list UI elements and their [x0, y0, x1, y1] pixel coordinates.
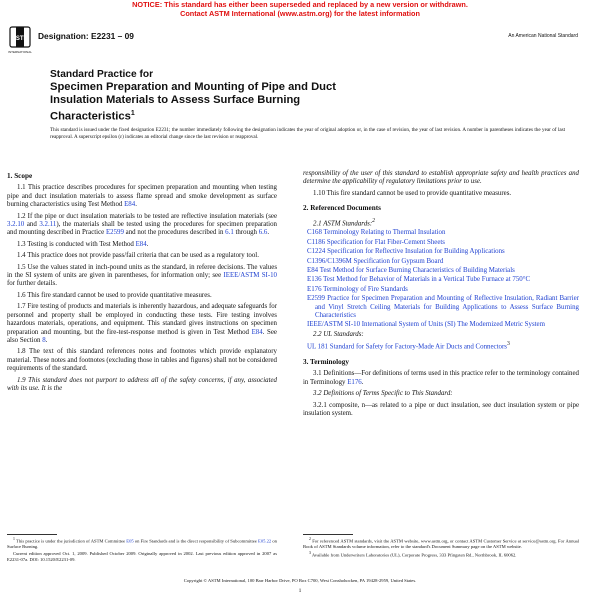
- reference-code[interactable]: IEEE/ASTM SI-10: [307, 321, 361, 329]
- reference-title[interactable]: Test Method for Surface Burning Characteristics of Building Materials: [319, 266, 515, 274]
- link-section-8[interactable]: 8: [42, 336, 46, 344]
- footnotes-left: [7, 537, 277, 564]
- reference-list: [303, 217, 579, 352]
- section-heading-terminology: 3. Terminology: [303, 357, 349, 366]
- paragraph-1-4: 1.4 This practice does not provide pass/fail criteria that can be used as a regulatory tool.: [17, 252, 259, 260]
- title-line-2: Specimen Preparation and Mounting of Pipe and Duct: [50, 81, 336, 93]
- reference-code[interactable]: C168: [307, 229, 322, 237]
- link-6-1[interactable]: 6.1: [225, 229, 234, 237]
- footnote-2: $^2$ For referenced ASTM standards, visit the ASTM website, www.astm.org, or contact ASTM Customer Service at service@astm.org. For Annual Book of ASTM Standards volume information, refer to the standard's Document Summary page on the ASTM website.: [303, 537, 579, 550]
- reference-title[interactable]: Terminology Relating to Thermal Insulation: [323, 229, 446, 237]
- link-3-2-11[interactable]: 3.2.11: [39, 221, 57, 229]
- reference-item: UL 181 Standard for Safety for Factory-Made Air Ducts and Connectors$^3$: [307, 341, 510, 351]
- link-e176[interactable]: E176: [347, 378, 362, 386]
- copyright-line: Copyright © ASTM International, 100 Barr Harbor Drive, PO Box C700, West Conshohocken, PA 19428-2959, United States.: [183, 578, 417, 583]
- american-national-standard-label: An American National Standard: [508, 33, 578, 39]
- paragraph-1-3: 1.3 Testing is conducted with Test Method E84.: [17, 240, 149, 248]
- paragraph-1-8: 1.8 The text of this standard references notes and footnotes which provide explanatory material. These notes and footnotes (excluding those in tables and figures) shall not be considered requirements of the standard.: [7, 348, 277, 373]
- footnotes-right: [303, 537, 579, 559]
- reference-item: [303, 239, 579, 247]
- section-heading-scope: 1. Scope: [7, 172, 33, 180]
- reference-code[interactable]: C1396/C1396M: [307, 257, 352, 265]
- reference-title[interactable]: Specification for Reflective Insulation for Building Applications: [327, 248, 505, 256]
- reference-title[interactable]: International System of Units (SI) The Modernized Metric System: [361, 321, 545, 329]
- reference-item: [303, 267, 579, 275]
- reference-code[interactable]: C1224: [307, 248, 326, 256]
- paragraph-1-5: 1.5 Use the values stated in inch-pound units as the standard, in referee decisions. The values in the SI system of units are given in parentheses, for information only; see IEEE/ASTM SI-10 for further details.: [7, 263, 277, 288]
- title-line-4: Characteristics: [50, 110, 131, 123]
- page-number: 1: [298, 588, 302, 594]
- reference-code[interactable]: E136: [307, 276, 322, 284]
- logo-caption: INTERNATIONAL: [8, 50, 32, 54]
- footnote-1-edition: Current edition approved Oct. 1, 2009. Published October 2009. Originally approved in 2002. Last previous edition approved in 2007 as E2231-07a. DOI: 10.1520/E2231-09.: [7, 551, 277, 562]
- reference-item: [303, 276, 579, 284]
- notice-line-2: Contact ASTM International (www.astm.org) for the latest information: [180, 9, 420, 18]
- title-line-3: Insulation Materials to Assess Surface Burning: [50, 94, 301, 106]
- link-e84[interactable]: E84: [135, 240, 147, 248]
- issuance-note: This standard is issued under the fixed designation E2231; the number immediately following the designation indicates the year of original adoption or, in the case of revision, the year of last revision. A number in parentheses indicates the year of last reapproval. A superscript epsilon (ε) indicates an editorial change since the last revision or reapproval.: [50, 127, 565, 140]
- astm-standards-subheading: 2.1 ASTM Standards:$^2$: [313, 217, 376, 227]
- link-ieee-astm-si-10[interactable]: IEEE/ASTM SI-10: [223, 272, 277, 280]
- paragraph-1-9: 1.9 This standard does not purport to address all of the safety concerns, if any, associated with its use. It is the: [7, 376, 277, 392]
- title-footnote-marker: 1: [130, 110, 135, 117]
- link-e05[interactable]: E05: [126, 538, 134, 544]
- supersession-notice: [0, 0, 600, 18]
- right-column: [303, 170, 579, 421]
- reference-title[interactable]: Standard for Safety for Factory-Made Air Ducts and Connectors: [329, 343, 507, 351]
- reference-item: [303, 321, 579, 329]
- link-3-2-10[interactable]: 3.2.10: [7, 221, 25, 229]
- reference-title[interactable]: Terminology of Fire Standards: [323, 285, 408, 293]
- paragraph-3-2-1: 3.2.1 composite, n—as related to a pipe or duct insulation, see duct insulation system or pipe insulation system.: [303, 401, 579, 417]
- reference-title[interactable]: Specification for Gypsum Board: [353, 257, 444, 265]
- reference-code[interactable]: E176: [307, 285, 322, 293]
- reference-code[interactable]: E2599: [307, 295, 325, 303]
- footnote-1: $^1$ This practice is under the jurisdiction of ASTM Committee E05 on Fire Standards and is the direct responsibility of Subcommittee E05.22 on Surface Burning.: [7, 537, 277, 550]
- footnote-rule-right: [303, 534, 353, 535]
- reference-title[interactable]: Test Method for Behavior of Materials in a Vertical Tube Furnace at 750°C: [323, 276, 531, 284]
- left-column: [7, 170, 277, 396]
- reference-item: [303, 286, 579, 294]
- paragraph-3-2: 3.2 Definitions of Terms Specific to This Standard:: [313, 390, 453, 398]
- reference-code[interactable]: UL 181: [307, 343, 328, 351]
- footnote-3: $^3$ Available from Underwriters Laboratories (UL), Corporate Progress, 333 Pfingsten Rd., Northbrook, IL 60062.: [309, 551, 517, 558]
- link-6-6[interactable]: 6.6: [258, 229, 268, 237]
- link-e05-22[interactable]: E05.22: [258, 538, 272, 544]
- svg-text:ASTM: ASTM: [11, 36, 29, 42]
- paragraph-1-6: 1.6 This fire standard cannot be used to provide quantitative measures.: [17, 291, 212, 299]
- ul-standards-subheading: 2.2 UL Standards:: [313, 330, 364, 338]
- paragraph-3-1: 3.1 Definitions—For definitions of terms used in this practice refer to the terminology contained in Terminology E176.: [303, 370, 579, 386]
- reference-item: [303, 248, 579, 256]
- paragraph-1-2: 1.2 If the pipe or duct insulation materials to be tested are reflective insulation materials (see 3.2.10 and 3.2.11), the materials shall be tested using the procedures for specimen preparation and mounting described in Practice E2599 and not the procedures described in 6.1 through 6.6.: [7, 212, 277, 237]
- notice-line-1: NOTICE: This standard has either been superseded and replaced by a new version or withdrawn.: [132, 0, 468, 9]
- paragraph-1-9-continued: responsibility of the user of this standard to establish appropriate safety and health practices and determine the applicability of regulatory limitations prior to use.: [303, 170, 579, 186]
- designation: Designation: E2231 – 09: [38, 31, 134, 41]
- page-title: [50, 68, 570, 124]
- reference-title[interactable]: Practice for Specimen Preparation and Mounting of Reflective Insulation, Radiant Barrier and Vinyl Stretch Ceiling Materials for Building Applications to Assess Surface Burning Characteristics: [315, 295, 579, 319]
- reference-item: [303, 229, 579, 237]
- paragraph-1-1: 1.1 This practice describes procedures for specimen preparation and mounting when testing pipe and duct insulation materials to assess flame spread and smoke development as surface burning characteristics using Test Method E84.: [7, 184, 277, 209]
- astm-logo-icon: [7, 25, 33, 56]
- reference-item: [303, 295, 579, 320]
- link-e84[interactable]: E84: [124, 201, 136, 209]
- section-heading-referenced-documents: 2. Referenced Documents: [303, 204, 381, 213]
- reference-title[interactable]: Specification for Flat Fiber-Cement Sheets: [326, 238, 445, 246]
- reference-code[interactable]: C1186: [307, 238, 326, 246]
- paragraph-1-7: 1.7 Fire testing of products and materials is inherently hazardous, and adequate safeguards for personnel and property shall be employed in conducting these tests. Fire testing involves hazardous materials, operations, and equipment. This standard gives instructions on specimen preparation and mounting, but the fire-test-response method is given in Test Method E84. See also Section 8.: [7, 303, 277, 344]
- reference-item: [303, 258, 579, 266]
- paragraph-1-10: 1.10 This fire standard cannot be used to provide quantitative measures.: [313, 189, 512, 197]
- footnote-rule-left: [7, 534, 57, 535]
- title-line-1: Standard Practice for: [50, 69, 154, 80]
- reference-code[interactable]: E84: [307, 266, 319, 274]
- link-e2599[interactable]: E2599: [105, 229, 124, 237]
- link-e84[interactable]: E84: [251, 328, 263, 336]
